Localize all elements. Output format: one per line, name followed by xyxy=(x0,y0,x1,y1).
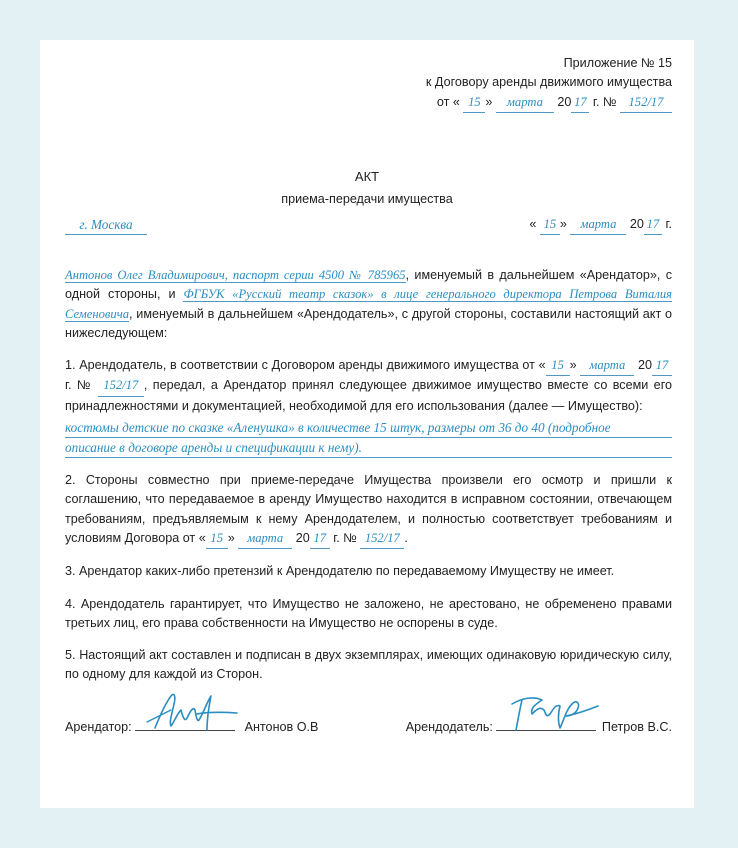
act-month: марта xyxy=(570,215,626,235)
p1-contract-number: 152/17 xyxy=(98,376,144,396)
paragraph-2: 2. Стороны совместно при приеме-передаче Имущества произвели его осмотр и пришли к соглашению, что передаваемое в аренду Имущество находится в исправном состоянии, отвечающем требованиям, предъявляемым к нему Арендодателем, и полностью соответствует требованиям и условиям Договора от « 15 » марта 20 17 г. № 152/17 . xyxy=(65,471,672,549)
landlord-signature-block xyxy=(406,716,672,734)
city: г. Москва xyxy=(65,215,147,235)
landlord-name: Петров В.С. xyxy=(601,720,672,734)
tenant-details: Антонов Олег Владимирович, паспорт серии 4500 № 785965 xyxy=(65,268,406,282)
appendix-date-line: от « 15 » марта 20 17 г. № 152/17 xyxy=(426,93,672,113)
appendix-header xyxy=(426,54,672,113)
p1-month: марта xyxy=(580,356,634,376)
landlord-signature-line xyxy=(496,716,596,731)
p1-year: 17 xyxy=(652,356,672,376)
tenant-signature-block xyxy=(65,716,318,734)
act-year: 17 xyxy=(644,215,662,235)
document-title: АКТ xyxy=(354,169,380,184)
tenant-name: Антонов О.В xyxy=(244,720,319,734)
p2-contract-number: 152/17 xyxy=(360,529,404,549)
property-line-1: костюмы детские по сказке «Аленушка» в количестве 15 штук, размеры от 36 до 40 (подробное xyxy=(65,418,672,438)
city-date-row xyxy=(65,215,672,235)
property-description xyxy=(65,418,672,458)
document-title-block xyxy=(40,166,694,210)
p1-day: 15 xyxy=(546,356,570,376)
act-day: 15 xyxy=(540,215,560,235)
header-day: 15 xyxy=(463,93,485,113)
property-line-2: описание в договоре аренды и спецификации к нему). xyxy=(65,438,672,458)
act-date: « 15 » марта 20 17 г. xyxy=(529,215,672,235)
appendix-number: Приложение № 15 xyxy=(563,56,672,70)
header-contract-number: 152/17 xyxy=(620,93,672,113)
appendix-contract-ref: к Договору аренды движимого имущества xyxy=(425,75,672,90)
paragraph-3: 3. Арендатор каких-либо претензий к Арендодателю по передаваемому Имуществу не имеет. xyxy=(65,564,615,579)
paragraph-4: 4. Арендодатель гарантирует, что Имущество не заложено, не арестовано, не обременено правами третьих лиц, его права собственности на Имущество не оспорены в суде. xyxy=(65,596,672,630)
header-year: 17 xyxy=(571,93,589,113)
landlord-label: Арендодатель: xyxy=(405,720,493,734)
header-month: марта xyxy=(496,93,554,113)
document-page xyxy=(40,40,694,808)
document-body xyxy=(65,266,672,698)
tenant-signature-icon xyxy=(141,692,241,736)
p2-year: 17 xyxy=(310,529,330,549)
paragraph-5: 5. Настоящий акт составлен и подписан в двух экземплярах, имеющих одинаковую юридическую силу, по одному для каждой из Сторон. xyxy=(65,648,672,682)
document-subtitle: приема-передачи имущества xyxy=(281,192,453,206)
landlord-signature-icon xyxy=(502,692,602,736)
tenant-label: Арендатор: xyxy=(65,720,132,734)
landlord-details: ФГБУК «Русский театр сказок» в лице генерального директора Петрова Виталия Семеновича xyxy=(65,287,673,321)
tenant-signature-line xyxy=(135,716,235,731)
p2-day: 15 xyxy=(206,529,228,549)
paragraph-1: 1. Арендодатель, в соответствии с Договором аренды движимого имущества от « 15 » марта 20 17 г. № 152/17 , передал, а Арендатор принял следующее движимое имущество вместе со всеми его принадлежностями и документацией, необходимой для его использования (далее — Имущество): xyxy=(65,358,673,413)
p2-month: марта xyxy=(238,529,292,549)
intro-paragraph: Антонов Олег Владимирович, паспорт серии 4500 № 785965, именуемый в дальнейшем «Арендатор», с одной стороны, и ФГБУК «Русский театр сказок» в лице генерального директора Петрова Виталия Семеновича, именуемый в дальнейшем «Арендодатель», с другой стороны, составили настоящий акт о нижеследующем: xyxy=(65,268,673,340)
